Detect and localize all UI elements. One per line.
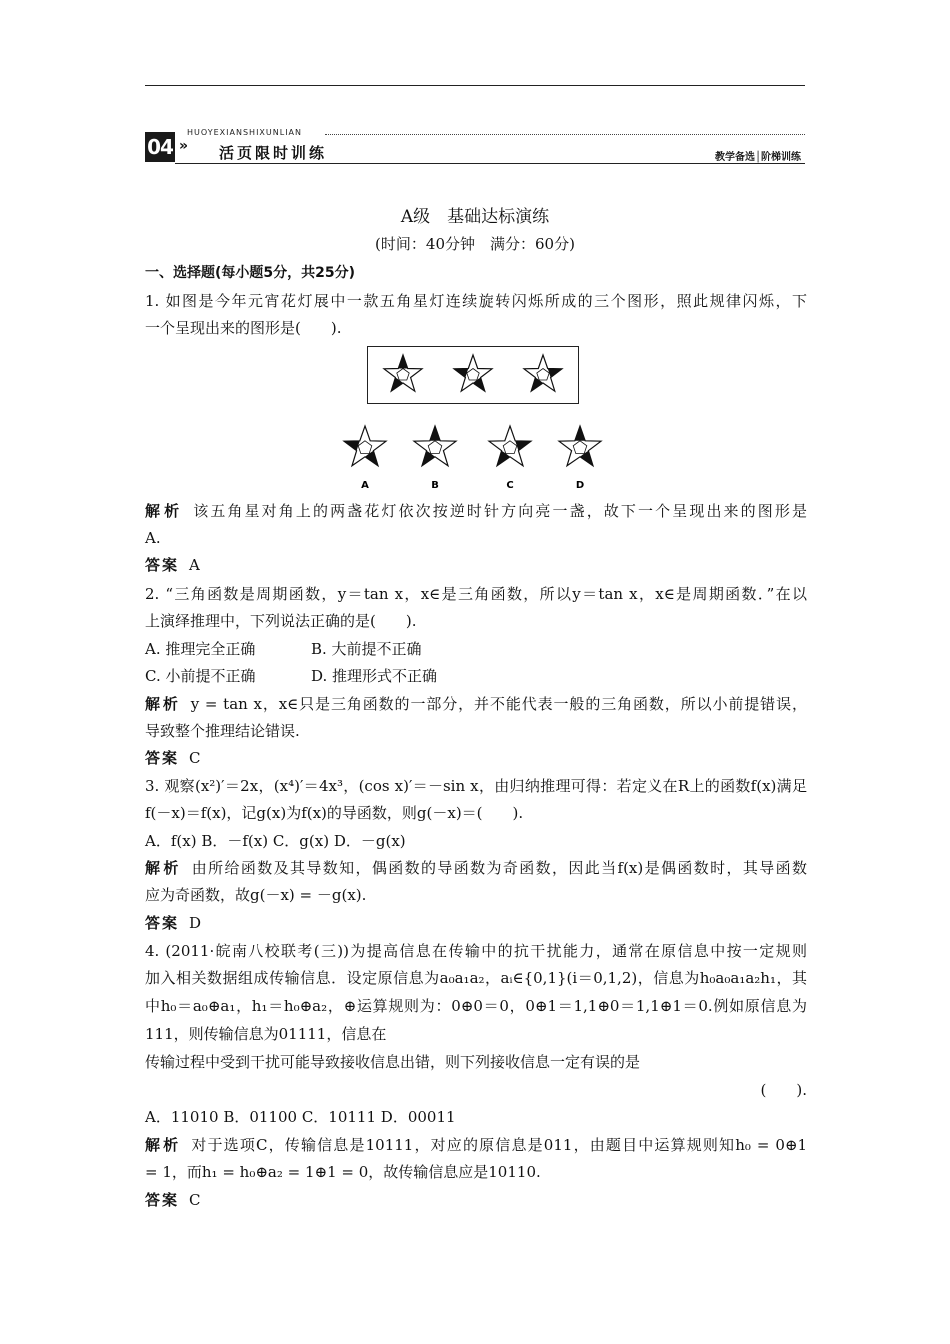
q4-answer [145, 1190, 807, 1210]
answer-label: 答案 [145, 556, 180, 574]
answer-label: 答案 [145, 749, 180, 767]
q3-analysis-text: 由所给函数及其导数知，偶函数的导函数为奇函数，因此当f(x)是偶函数时，其导函数 [191, 859, 807, 877]
option-b-label: B [431, 480, 439, 491]
q2-answer-value: C [189, 749, 201, 767]
q2-analysis-text: y = tan x，x∈只是三角函数的一部分，并不能代表一般的三角函数，所以小前提错误， [190, 695, 807, 713]
analysis-label: 解析 [145, 1136, 182, 1154]
q2-option-a: A. 推理完全正确 [145, 640, 256, 658]
q2-line1: 2. “三角函数是周期函数，y＝tan x，x∈是三角函数，所以y＝tan x，x∈是周期函数．”在以 [145, 585, 807, 603]
top-rule [145, 85, 805, 86]
q4-line3: 中h₀＝a₀⊕a₁，h₁＝h₀⊕a₂，⊕运算规则为：0⊕0＝0，0⊕1＝1,1⊕0＝1,1⊕1＝0.例如原信息为 [145, 997, 807, 1015]
q2-analysis-line2: 导致整个推理结论错误. [145, 722, 300, 740]
option-a-label: A [361, 480, 369, 491]
q1-analysis-line1 [145, 501, 807, 521]
q4-analysis-line2: = 1，而h₁ = h₀⊕a₂ = 1⊕1 = 0，故传输信息应是10110. [145, 1163, 541, 1181]
section-banner [145, 128, 805, 164]
answer-label: 答案 [145, 914, 180, 932]
q2-option-c: C. 小前提不正确 [145, 667, 256, 685]
option-c-label: C [506, 480, 514, 491]
option-b-star-icon [414, 426, 456, 466]
q3-answer [145, 913, 807, 933]
q4-options: A．11010 B．01100 C．10111 D．00011 [145, 1108, 456, 1126]
options-svg [340, 420, 610, 495]
double-arrow-icon: » [179, 138, 189, 154]
q1-answer-value: A [189, 556, 200, 574]
q3-analysis-line2: 应为奇函数，故g(－x) = －g(x). [145, 886, 367, 904]
option-c-star-icon [489, 426, 531, 466]
answer-label: 答案 [145, 1191, 180, 1209]
q2-options-row2 [145, 666, 807, 686]
analysis-label: 解析 [145, 859, 182, 877]
q3-analysis-line1 [145, 858, 807, 878]
q4-line1: 4. (2011·皖南八校联考(三))为提高信息在传输中的抗干扰能力，通常在原信息中按一定规则 [145, 942, 807, 960]
dotted-divider [325, 134, 805, 135]
q1-analysis-text: 该五角星对角上的两盏花灯依次按逆时针方向亮一盏，故下一个呈现出来的图形是 [193, 502, 807, 520]
star-1-icon [384, 355, 422, 391]
q3-options: A．f(x) B．－f(x) C．g(x) D．－g(x) [145, 832, 406, 850]
section-heading: 一、选择题(每小题5分，共25分) [145, 265, 356, 281]
q1-analysis-line2: A. [145, 529, 161, 547]
q2-options-row1 [145, 639, 807, 659]
banner-rule [175, 163, 805, 164]
star-sequence-svg [368, 347, 578, 403]
q2-option-b: B. 大前提不正确 [311, 640, 422, 658]
star-2-icon [454, 355, 492, 391]
analysis-label: 解析 [145, 695, 181, 713]
q4-analysis-line1 [145, 1135, 807, 1155]
q3-answer-value: D [189, 914, 202, 932]
option-d-label: D [575, 480, 585, 491]
q1-line1: 1. 如图是今年元宵花灯展中一款五角星灯连续旋转闪烁所成的三个图形，照此规律闪烁，下 [145, 292, 807, 310]
level-title: A级 基础达标演练 [400, 207, 550, 227]
star-sequence-figure [367, 346, 579, 404]
q1-line2: 一个呈现出来的图形是( ). [145, 319, 342, 337]
option-d-star-icon [559, 426, 601, 466]
q2-option-d: D. 推理形式不正确 [311, 667, 438, 685]
q3-line2: f(－x)＝f(x)，记g(x)为f(x)的导函数，则g(－x)＝( ). [145, 804, 524, 822]
banner-title: 活页限时训练 [219, 144, 328, 162]
q2-line2: 上演绎推理中，下列说法正确的是( ). [145, 612, 417, 630]
option-a-star-icon [344, 426, 386, 466]
star-3-icon [524, 355, 562, 391]
banner-right-tag: 教学备选│阶梯训练 [714, 152, 801, 163]
q4-line2: 加入相关数据组成传输信息．设定原信息为a₀a₁a₂，aᵢ∈{0,1}(i＝0,1,2)，信息为h₀a₀a₁a₂h₁，其 [145, 969, 807, 987]
section-number: 04 [145, 132, 175, 162]
analysis-label: 解析 [145, 502, 184, 520]
banner-pinyin: HUOYEXIANSHIXUNLIAN [187, 128, 303, 137]
q4-line4: 111，则传输信息为01111，信息在 [145, 1025, 387, 1043]
answer-options-figure [340, 420, 610, 495]
q4-line6: ( ). [760, 1081, 807, 1099]
q2-answer [145, 748, 807, 768]
q4-answer-value: C [189, 1191, 201, 1209]
q4-analysis-text: 对于选项C，传输信息是10111，对应的原信息是011，由题目中运算规则知h₀ = 0⊕1 [191, 1136, 807, 1154]
time-note: (时间：40分钟 满分：60分) [375, 235, 575, 253]
q2-analysis-line1 [145, 694, 807, 714]
q1-answer [145, 555, 807, 575]
q3-line1: 3. 观察(x²)′＝2x，(x⁴)′＝4x³，(cos x)′＝－sin x，由归纳推理可得：若定义在R上的函数f(x)满足 [145, 777, 807, 795]
q4-line5: 传输过程中受到干扰可能导致接收信息出错，则下列接收信息一定有误的是 [145, 1053, 641, 1071]
